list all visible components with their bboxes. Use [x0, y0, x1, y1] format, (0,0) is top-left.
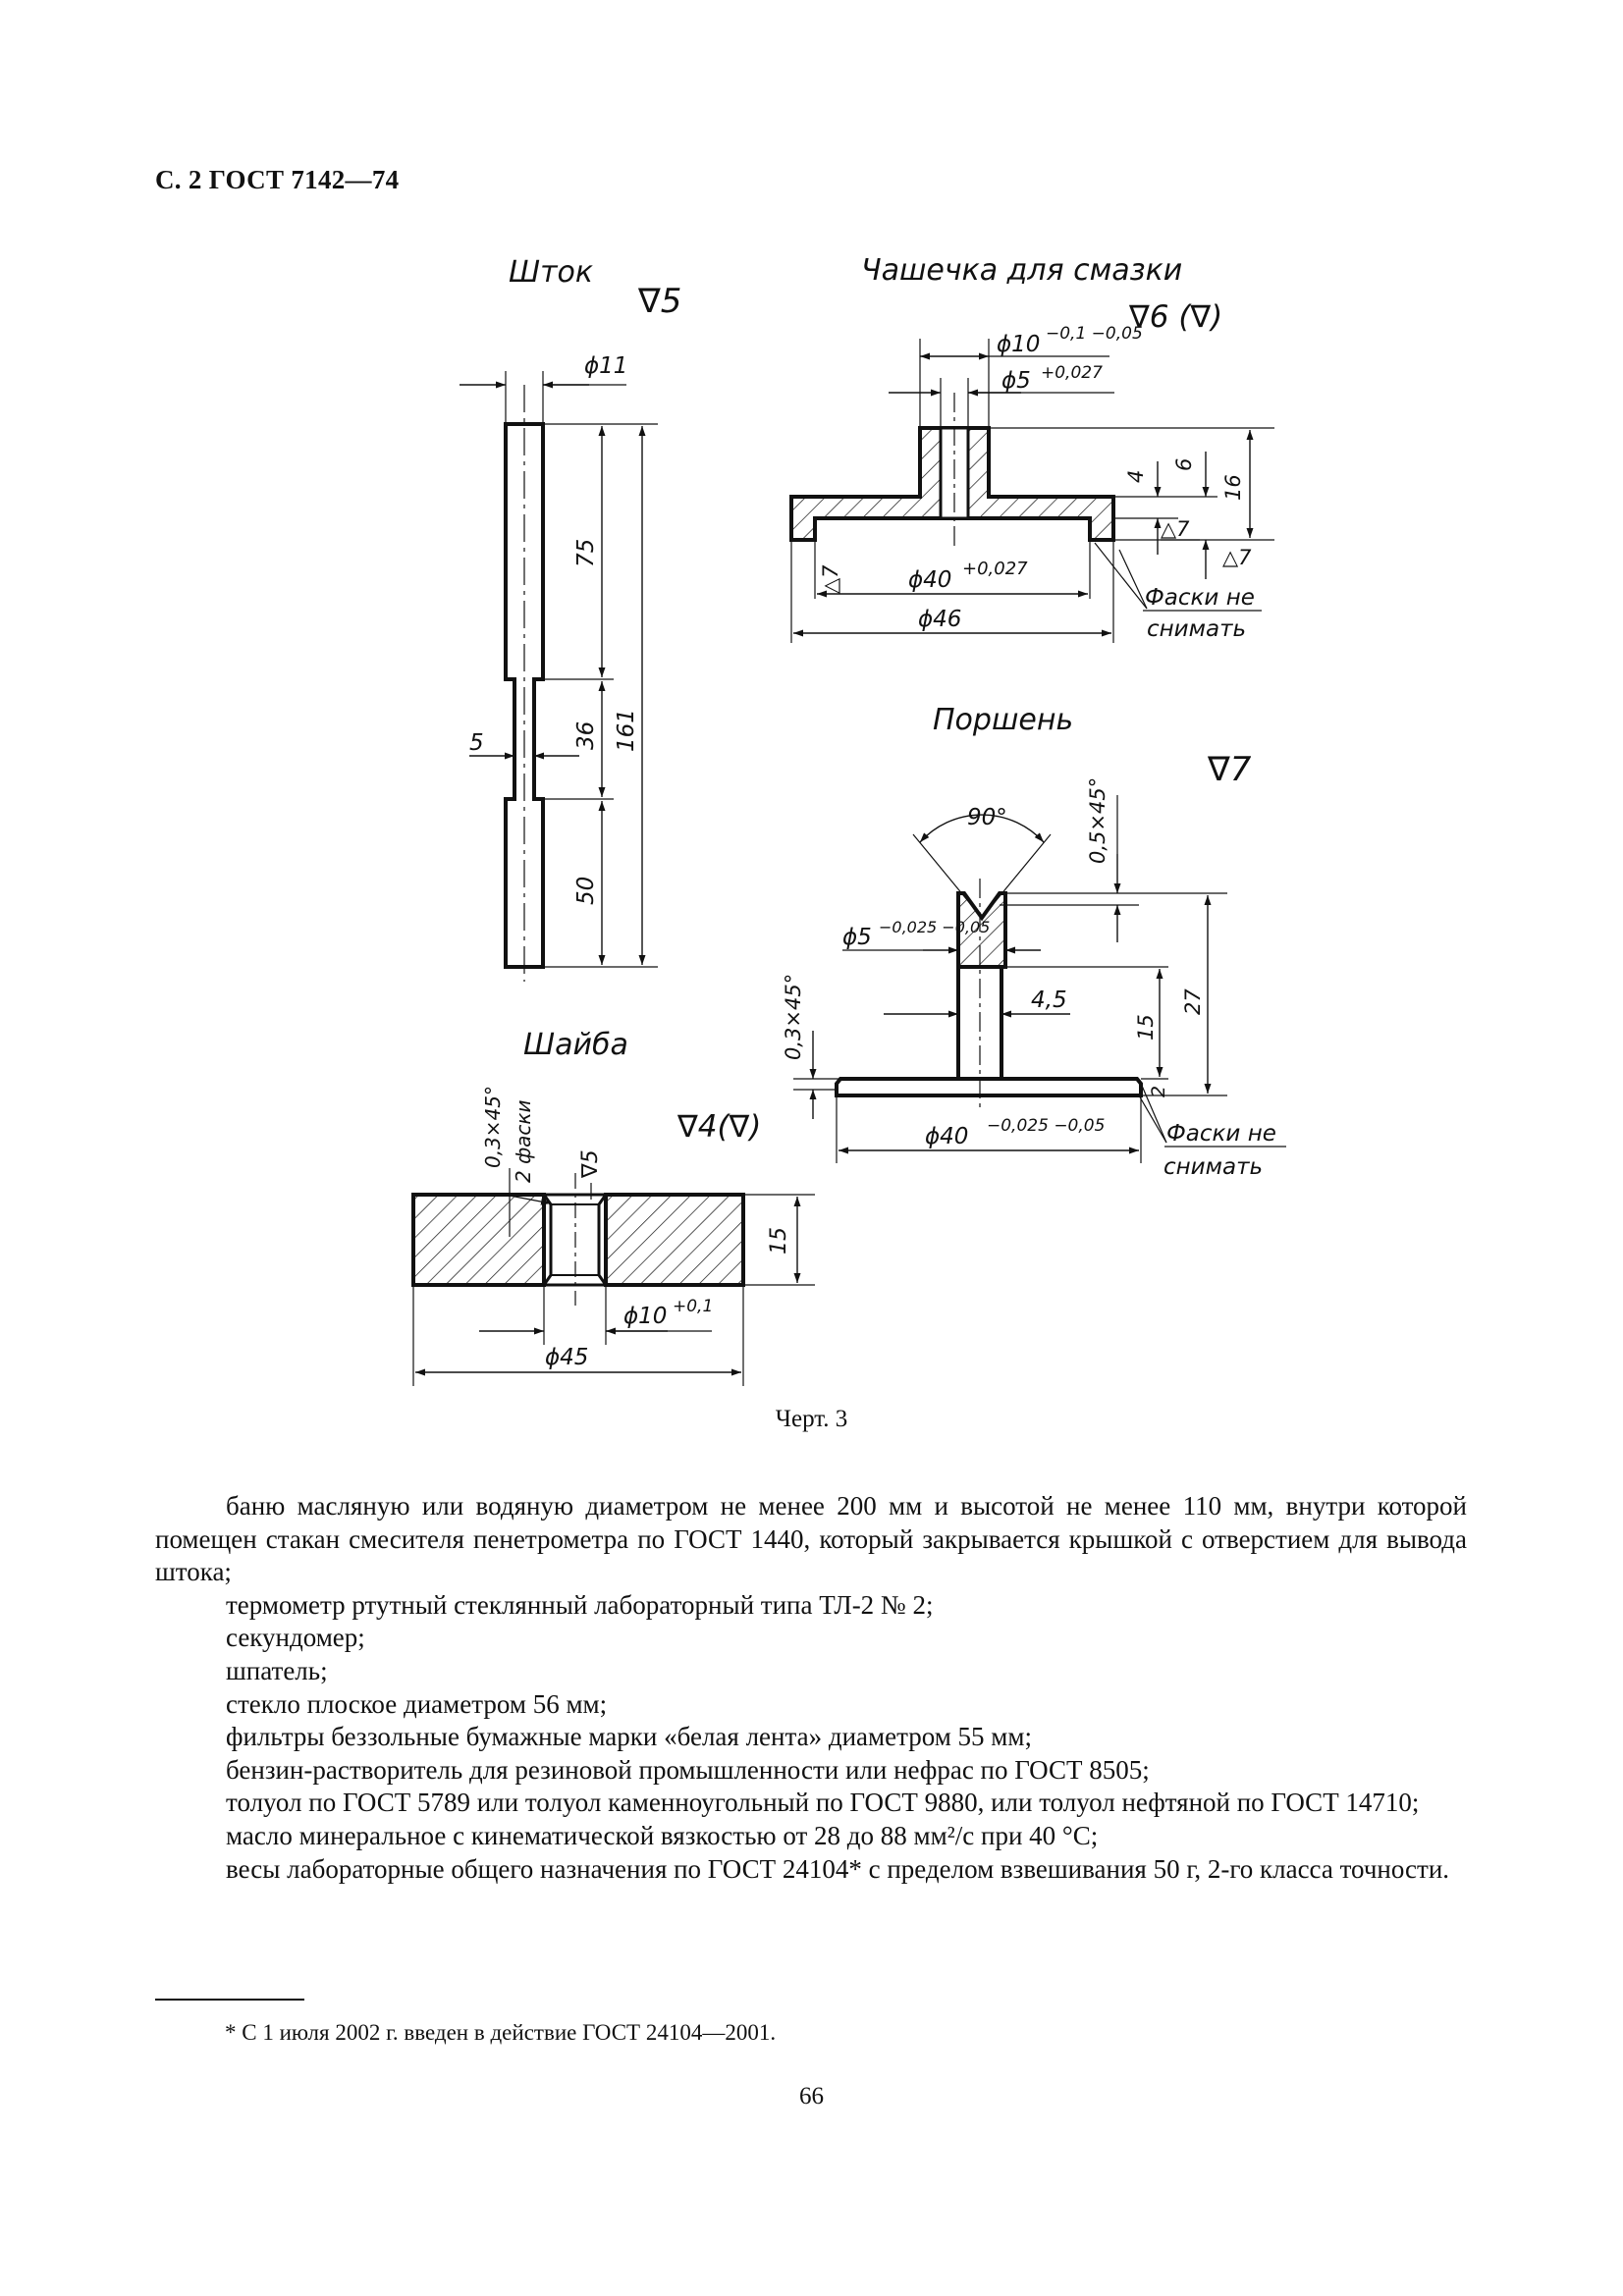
figure-caption: Черт. 3 [775, 1406, 848, 1432]
paragraph: секундомер; [226, 1623, 365, 1653]
piston-stem-diam-dim: 4,5 [1031, 988, 1067, 1013]
washer-chamfer-count: 2 фаски [512, 1099, 535, 1183]
cup-top-diam-dim: ϕ10 [997, 332, 1041, 357]
cup-rough-side: △7 [819, 564, 842, 594]
washer-h-dim: 15 [767, 1227, 791, 1255]
washer-roughness: ∇4(∇) [677, 1109, 762, 1145]
cup-top-diam-tol: −0,1 −0,05 [1046, 324, 1143, 344]
piston-note-line2: снимать [1163, 1154, 1264, 1180]
cup-outer-diam-dim: ϕ46 [918, 607, 962, 632]
paragraph: стекло плоское диаметром 56 мм; [226, 1688, 608, 1719]
paragraph: весы лабораторные общего назначения по ГОСТ 24104* с пределом взвешивания 50 г, 2-го класса точности. [226, 1853, 1450, 1884]
rod-neck-dim: 5 [469, 730, 484, 756]
piston-drawing [782, 703, 1286, 1180]
cup-title: Чашечка для смазки [861, 253, 1183, 288]
piston-base [837, 1079, 1141, 1095]
rod-len-bot-dim: 50 [573, 876, 599, 905]
paragraph: фильтры беззольные бумажные марки «белая лента» диаметром 55 мм; [226, 1722, 1032, 1752]
washer-right-section [606, 1195, 743, 1285]
washer-chamfer-dim: 0,3×45° [481, 1085, 505, 1168]
footnote-rule [155, 1999, 304, 2001]
body-text [155, 1490, 1467, 1886]
piston-h-total-dim: 27 [1181, 988, 1205, 1015]
cup-roughness: ∇6 (∇) [1129, 299, 1223, 335]
piston-roughness: ∇7 [1208, 750, 1252, 789]
piston-angle-dim: 90° [967, 805, 1007, 830]
cup-h-step-dim: 6 [1172, 457, 1196, 471]
washer-left-section [413, 1195, 544, 1285]
paragraph: масло минеральное с кинематической вязкостью от 28 до 88 мм²/с при 40 °С; [226, 1820, 1099, 1850]
piston-base-diam-dim: ϕ40 [925, 1124, 969, 1149]
piston-base-diam-tol: −0,025 −0,05 [987, 1116, 1106, 1136]
paragraph: бензин-растворитель для резиновой промышленности или нефрас по ГОСТ 8505; [226, 1754, 1150, 1785]
piston-h-stem-dim: 15 [1134, 1014, 1158, 1041]
rod-len-total-dim: 161 [614, 709, 639, 752]
paragraph: баню масляную или водяную диаметром не менее 200 мм и высотой не менее 110 мм, внутри которой помещен стакан смесителя пенетрометра по ГОСТ 1440, который закрывается крышкой с отверстием для вывода штока; [155, 1491, 1467, 1587]
rod-diam-dim: ϕ11 [584, 353, 628, 379]
page-header: С. 2 ГОСТ 7142—74 [155, 165, 400, 194]
paragraph: толуол по ГОСТ 5789 или толуол каменноугольный по ГОСТ 9880, или толуол нефтяной по ГОСТ 14710; [226, 1788, 1420, 1818]
rod-title: Шток [509, 255, 594, 290]
piston-h-base-dim: 2 [1148, 1085, 1169, 1097]
piston-title: Поршень [933, 703, 1074, 737]
washer-hole-diam-dim: ϕ10 [623, 1304, 668, 1329]
piston-head-diam-tol: −0,025 −0,05 [879, 918, 991, 936]
washer-title: Шайба [523, 1028, 628, 1062]
cup-h-total-dim: 16 [1221, 474, 1245, 501]
page-number: 66 [799, 2083, 824, 2109]
cup-drawing [791, 253, 1274, 643]
rod-drawing [460, 255, 681, 982]
cup-h-base-dim: 4 [1124, 469, 1148, 483]
piston-head-diam-dim: ϕ5 [842, 925, 872, 950]
cup-recess-diam-dim: ϕ40 [908, 567, 952, 593]
cup-note-line1: Фаски не [1145, 585, 1255, 611]
piston-note-line1: Фаски не [1166, 1121, 1276, 1147]
paragraph: шпатель; [226, 1655, 328, 1685]
piston-chamfer-base-dim: 0,3×45° [782, 973, 805, 1060]
cup-hole-diam-dim: ϕ5 [1001, 368, 1031, 394]
cup-rough-recess: △7 [1161, 517, 1190, 541]
rod-len-mid-dim: 36 [573, 721, 599, 750]
paragraph: термометр ртутный стеклянный лабораторный типа ТЛ-2 № 2; [226, 1589, 934, 1620]
rod-roughness: ∇5 [638, 282, 682, 321]
footnote: * С 1 июля 2002 г. введен в действие ГОСТ 24104—2001. [225, 2020, 777, 2045]
piston-chamfer-top-dim: 0,5×45° [1086, 776, 1109, 864]
cup-hole-diam-tol: +0,027 [1041, 363, 1103, 383]
washer-outer-diam-dim: ϕ45 [545, 1345, 589, 1370]
rod-len-top-dim: 75 [573, 538, 599, 567]
washer-rough-hole: ∇5 [578, 1149, 603, 1178]
cup-recess-diam-tol: +0,027 [962, 559, 1028, 579]
cup-rough-bottom: △7 [1222, 546, 1252, 569]
cup-note-line2: снимать [1147, 616, 1247, 642]
washer-drawing [413, 1028, 815, 1386]
washer-hole-diam-tol: +0,1 [673, 1297, 714, 1316]
